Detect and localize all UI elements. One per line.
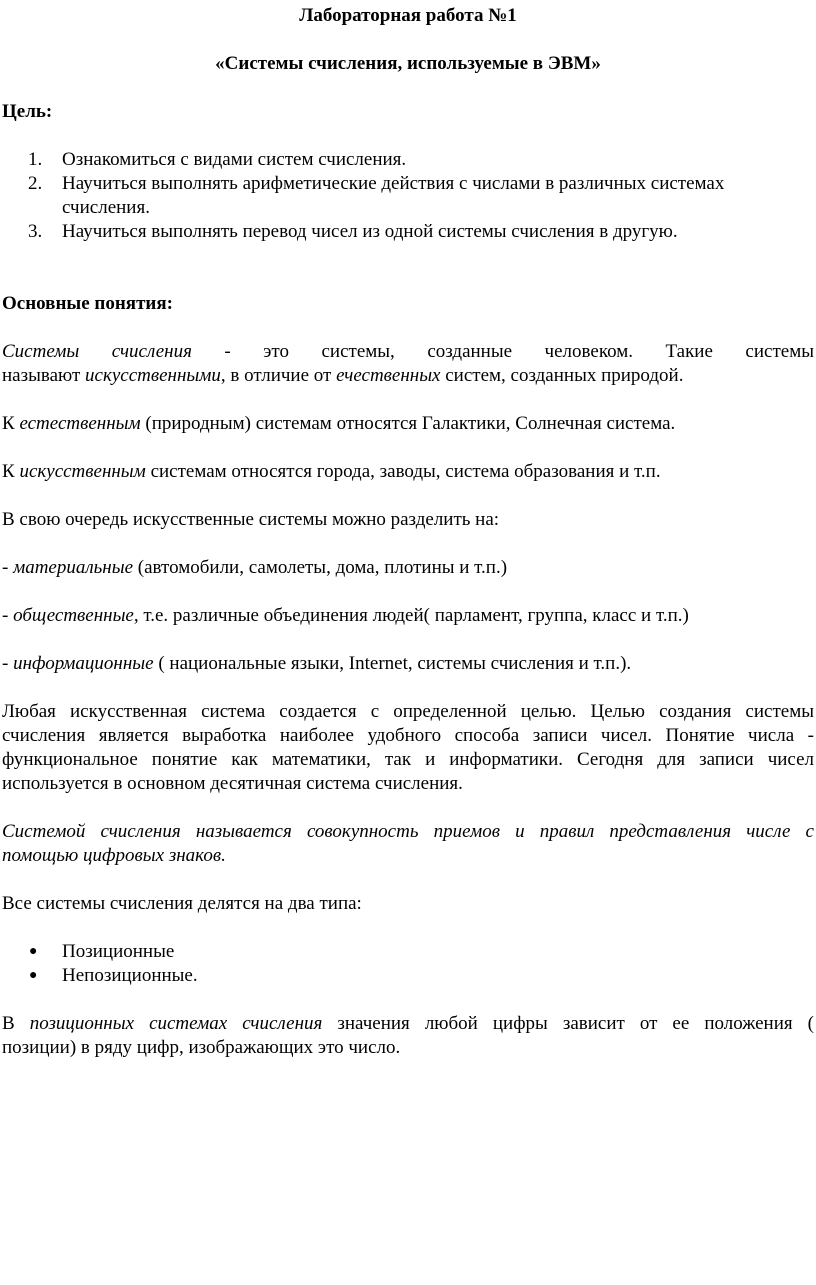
- text-run: -: [2, 653, 14, 674]
- text-run: К: [2, 413, 20, 434]
- paragraph-division: В свою очередь искусственные системы можно разделить на:: [2, 509, 500, 530]
- paragraph-line: [2, 1012, 814, 1036]
- text-run: , т.е. различные объединения людей( парламент, группа, класс и т.п.): [133, 605, 689, 626]
- goal-item-text: Ознакомиться с видами систем счисления.: [62, 149, 407, 170]
- term-italic: информационные: [13, 653, 154, 674]
- document-subtitle: «Системы счисления, используемые в ЭВМ»: [215, 53, 601, 74]
- goal-item-number: 3.: [28, 221, 43, 242]
- text-run: (природным) системам относятся Галактики, Солнечная система.: [140, 413, 676, 434]
- document-title: Лабораторная работа №1: [299, 5, 517, 26]
- paragraph-material: [2, 556, 814, 580]
- term-italic: общественные: [13, 605, 134, 626]
- goal-heading: Цель:: [2, 101, 53, 122]
- text-run: называют: [2, 365, 86, 386]
- text-run: В: [2, 1013, 30, 1034]
- bullet-icon: ●: [29, 944, 38, 959]
- text-run: , в отличие от: [220, 365, 337, 386]
- term-italic: естественным: [19, 413, 141, 434]
- goal-list: [2, 148, 814, 244]
- paragraph-line: используется в основном десятичная система счисления.: [2, 773, 463, 794]
- paragraph-number-system-definition: [2, 820, 814, 868]
- term-italic: Системой счисления называется совокупность приемов и правил представления числе с: [2, 821, 814, 842]
- goal-item-3: [2, 220, 814, 244]
- types-item-text: Непозиционные.: [62, 965, 198, 986]
- text-run: К: [2, 461, 20, 482]
- paragraph-line: счисления является выработка наиболее удобного способа записи чисел. Понятие числа -: [2, 725, 814, 746]
- goal-item-text: Научиться выполнять арифметические действия с числами в различных системах: [62, 173, 725, 194]
- paragraph-line: [2, 820, 814, 844]
- types-item-nonpositional: [2, 964, 814, 988]
- paragraph-informational: [2, 652, 814, 676]
- paragraph-line: функциональное понятие как математики, так и информатики. Сегодня для записи чисел: [2, 749, 814, 770]
- term-italic: позиционных системах счисления: [29, 1013, 323, 1034]
- paragraph-types-intro: Все системы счисления делятся на два типа:: [2, 893, 362, 914]
- text-run: ( национальные языки, Internet, системы счисления и т.п.).: [153, 653, 632, 674]
- text-run: значения любой цифры зависит от ее положения (: [322, 1013, 814, 1034]
- goal-item-2: [2, 172, 814, 220]
- text-run: -: [2, 605, 14, 626]
- paragraph-positional: [2, 1012, 814, 1060]
- goal-item-text: Научиться выполнять перевод чисел из одной системы счисления в другую.: [62, 221, 678, 242]
- goal-item-number: 1.: [28, 149, 43, 170]
- term-italic: ечественных: [336, 365, 441, 386]
- term-italic: искусственным: [19, 461, 146, 482]
- goal-item-number: 2.: [28, 173, 43, 194]
- text-run: -: [2, 557, 14, 578]
- paragraph-social: [2, 604, 814, 628]
- text-run: (автомобили, самолеты, дома, плотины и т.п.): [133, 557, 508, 578]
- paragraph-line: [2, 844, 814, 868]
- bullet-icon: ●: [29, 968, 38, 983]
- concepts-heading: Основные понятия:: [2, 293, 173, 314]
- term-italic: искусственными: [85, 365, 221, 386]
- text-run: системам относятся города, заводы, система образования и т.п.: [145, 461, 661, 482]
- goal-item-1: [2, 148, 814, 172]
- types-item-positional: [2, 940, 814, 964]
- types-list: [2, 940, 814, 988]
- paragraph-line: Любая искусственная система создается с определенной целью. Целью создания системы: [2, 701, 814, 722]
- paragraph-line: [2, 364, 814, 388]
- paragraph-natural: [2, 412, 814, 436]
- text-run: систем, созданных природой.: [440, 365, 684, 386]
- term-italic: помощью цифровых знаков.: [2, 845, 226, 866]
- paragraph-definition: [2, 340, 814, 388]
- text-run: - это системы, созданные человеком. Такие системы: [191, 341, 814, 362]
- term-italic: Системы счисления: [2, 341, 192, 362]
- goal-item-text-cont: счисления.: [62, 197, 150, 218]
- paragraph-line: позиции) в ряду цифр, изображающих это число.: [2, 1037, 401, 1058]
- types-item-text: Позиционные: [62, 941, 175, 962]
- paragraph-artificial: [2, 460, 814, 484]
- term-italic: материальные: [13, 557, 134, 578]
- paragraph-line: [2, 340, 814, 364]
- paragraph-purpose: [2, 700, 814, 796]
